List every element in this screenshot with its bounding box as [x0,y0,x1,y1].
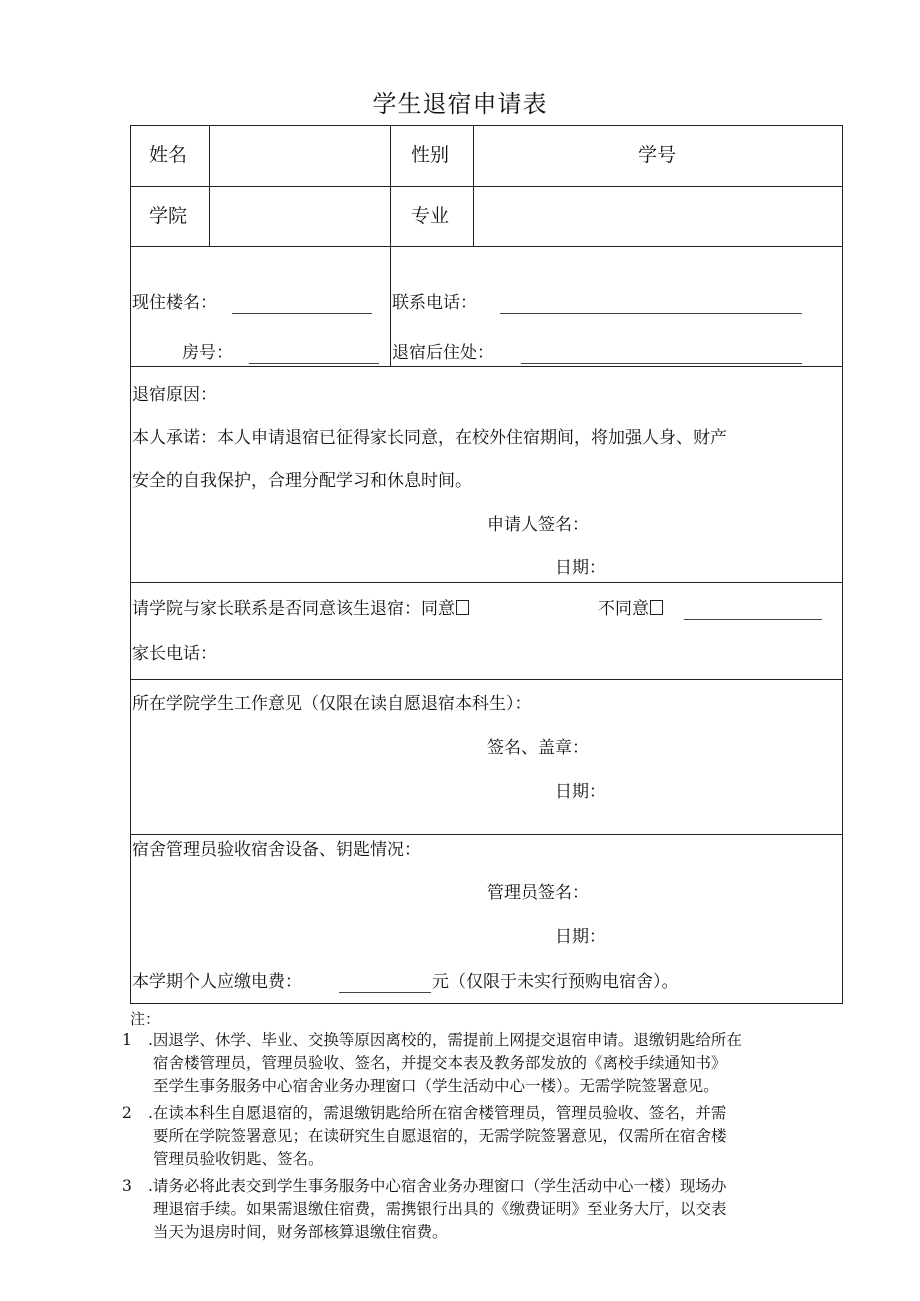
room-blank[interactable] [249,363,379,364]
college-signature-label: 签名、盖章： [487,738,589,758]
name-label: 姓名 [149,144,188,166]
new-address-blank[interactable] [521,363,802,364]
note-line: 管理员验收钥匙、签名。 [153,1150,324,1168]
manager-date-label: 日期： [555,927,606,947]
manager-signature-label: 管理员签名： [487,883,589,903]
note-item [122,1175,852,1244]
college-label: 学院 [149,205,188,227]
fee-prefix: 本学期个人应缴电费： [132,972,302,992]
disagree-checkbox[interactable] [650,600,663,615]
new-address-label: 退宿后住处： [392,343,494,363]
pledge-line2: 安全的自我保护，合理分配学习和休息时间。 [132,471,472,491]
room-label: 房号： [182,343,233,363]
row-divider [130,246,843,247]
col-divider [473,125,474,246]
gender-label: 性别 [411,144,450,166]
row-divider [130,679,843,680]
disagree-option [598,598,663,620]
note-line: 理退宿手续。如果需退缴住宿费，需携银行出具的《缴费证明》至业务大厅，以交表 [153,1200,727,1218]
applicant-signature-label: 申请人签名： [487,515,589,535]
reason-label: 退宿原因： [132,385,217,405]
note-line: .请务必将此表交到学生事务服务中心宿舍业务办理窗口（学生活动中心一楼）现场办 [148,1177,727,1195]
student-id-label: 学号 [638,144,677,166]
phone-blank[interactable] [500,313,802,314]
pledge-line1: 本人承诺：本人申请退宿已征得家长同意，在校外住宿期间，将加强人身、财产 [132,428,727,448]
parent-phone-label: 家长电话： [132,644,217,664]
note-number: 3 [122,1177,132,1195]
college-date-label: 日期： [555,782,606,802]
note-number: 1 [122,1031,132,1049]
manager-label: 宿舍管理员验收宿舍设备、钥匙情况： [132,840,421,860]
note-number: 2 [122,1104,132,1122]
note-item [122,1102,852,1171]
note-line: 当天为退房时间，财务部核算退缴住宿费。 [153,1223,448,1241]
building-blank[interactable] [232,313,372,314]
applicant-date-label: 日期： [555,558,606,578]
row-divider [130,834,843,835]
parent-question-text: 请学院与家长联系是否同意该生退宿：同意 [132,599,455,619]
form-table [130,125,843,1004]
parent-question [132,598,469,620]
fee-blank[interactable] [339,992,431,993]
major-label: 专业 [411,205,450,227]
col-divider [209,125,210,246]
note-line: 要所在学院签署意见；在读研究生自愿退宿的，无需学院签署意见，仅需所在宿舍楼 [153,1127,727,1145]
row-divider [130,186,843,187]
phone-label: 联系电话： [392,293,477,313]
row-divider [130,582,843,583]
agree-checkbox[interactable] [456,600,469,615]
fee-suffix: 元（仅限于未实行预购电宿舍）。 [432,972,679,992]
note-line: 宿舍楼管理员，管理员验收、签名，并提交本表及教务部发放的《离校手续通知书》 [153,1054,727,1072]
note-line: .因退学、休学、毕业、交换等原因离校的，需提前上网提交退宿申请。退缴钥匙给所在 [148,1031,742,1049]
note-line: .在读本科生自愿退宿的，需退缴钥匙给所在宿舍楼管理员，管理员验收、签名，并需 [148,1104,727,1122]
disagree-blank[interactable] [684,619,822,620]
col-divider [390,125,391,366]
note-line: 至学生事务服务中心宿舍业务办理窗口（学生活动中心一楼）。无需学院签署意见。 [153,1077,719,1095]
form-title: 学生退宿申请表 [372,90,548,118]
notes-label: 注： [130,1010,161,1028]
building-label: 现住楼名： [132,293,217,313]
note-item [122,1029,852,1098]
row-divider [130,366,843,367]
disagree-text: 不同意 [598,599,649,619]
college-opinion-label: 所在学院学生工作意见（仅限在读自愿退宿本科生）： [132,694,532,714]
